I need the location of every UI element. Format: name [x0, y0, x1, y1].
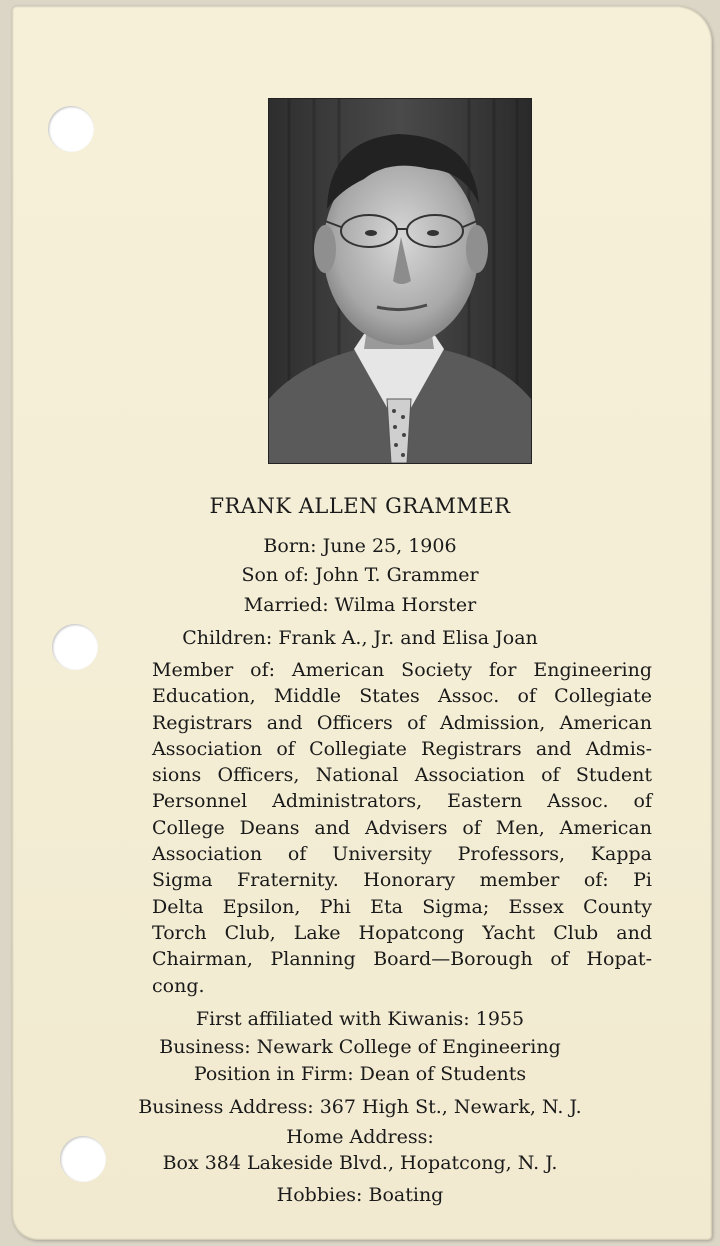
membership-line: Member of: American Society for Engineering	[152, 659, 652, 681]
portrait-illustration	[269, 99, 531, 463]
birth-date: Born: June 25, 1906	[263, 535, 457, 557]
membership-line: Chairman, Planning Board—Borough of Hopat-	[152, 948, 652, 971]
kiwanis-affiliation: First affiliated with Kiwanis: 1955	[195, 1008, 525, 1030]
membership-line: Torch Club, Lake Hopatcong Yacht Club and	[152, 921, 652, 944]
membership-line: cong.	[152, 974, 205, 997]
membership-line: sions Officers, National Association of Student	[152, 764, 652, 787]
membership-line: Sigma Fraternity. Honorary member of: Pi	[152, 869, 652, 892]
binder-hole	[48, 106, 94, 152]
membership-line: Education, Middle States Assoc. of Collegiate	[152, 685, 652, 708]
home-address: Box 384 Lakeside Blvd., Hopatcong, N. J.	[162, 1152, 558, 1174]
children: Children: Frank A., Jr. and Elisa Joan	[182, 627, 538, 649]
business-address: Business Address: 367 High St., Newark, N. J.	[138, 1096, 582, 1118]
person-name: FRANK ALLEN GRAMMER	[209, 494, 511, 518]
portrait-photo	[268, 98, 532, 464]
spouse: Married: Wilma Horster	[243, 594, 477, 616]
membership-line: Personnel Administrators, Eastern Assoc. of	[152, 790, 652, 813]
membership-line: Association of University Professors, Kappa	[152, 843, 652, 866]
memberships-paragraph	[152, 657, 652, 999]
membership-line: Delta Epsilon, Phi Eta Sigma; Essex County	[152, 895, 652, 918]
business: Business: Newark College of Engineering	[159, 1036, 561, 1058]
hobbies: Hobbies: Boating	[276, 1184, 444, 1206]
home-address-label: Home Address:	[286, 1126, 434, 1148]
parent: Son of: John T. Grammer	[241, 564, 479, 586]
position: Position in Firm: Dean of Students	[193, 1063, 527, 1085]
membership-line: College Deans and Advisers of Men, American	[152, 816, 652, 839]
membership-line: Association of Collegiate Registrars and Admis-	[152, 737, 652, 760]
membership-line: Registrars and Officers of Admission, American	[152, 711, 652, 734]
